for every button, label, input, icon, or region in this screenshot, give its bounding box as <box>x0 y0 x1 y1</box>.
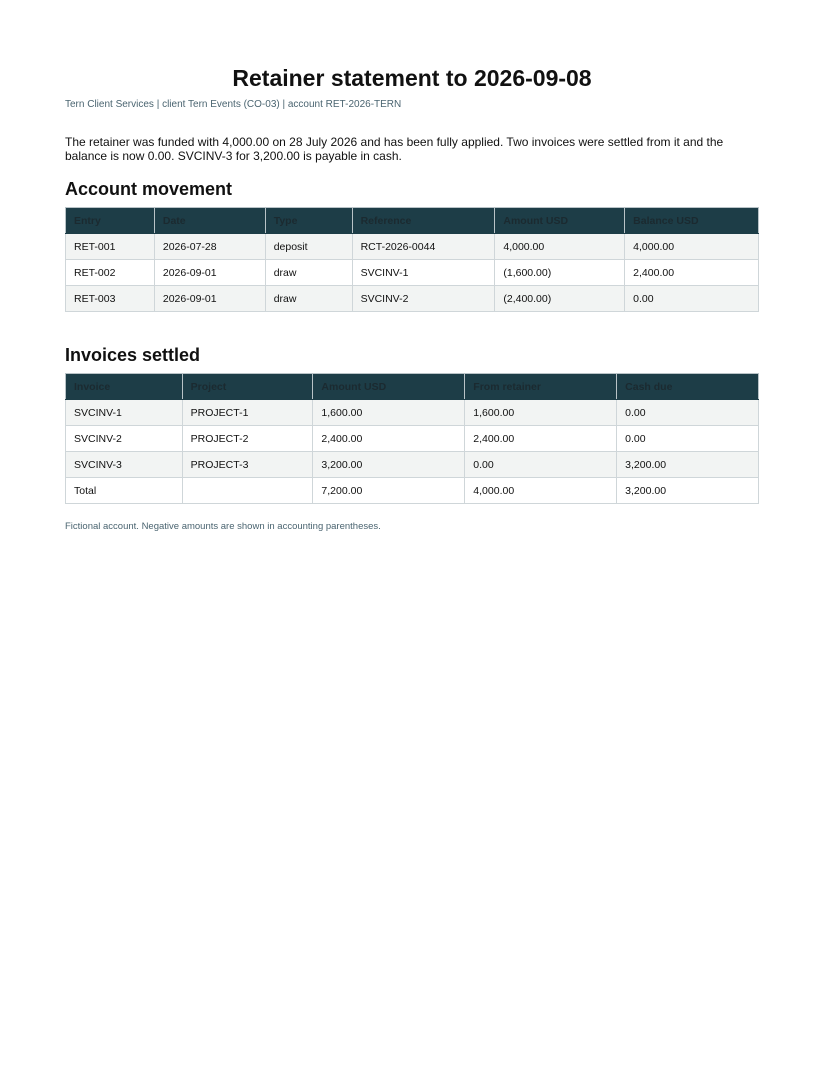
column-header: From retainer <box>465 374 617 400</box>
invoices-header-row <box>66 374 759 400</box>
table-cell: PROJECT-1 <box>182 400 313 426</box>
table-cell: draw <box>265 286 352 312</box>
table-row <box>66 286 759 312</box>
column-header: Project <box>182 374 313 400</box>
table-cell: RET-001 <box>66 234 155 260</box>
table-cell: 2,400.00 <box>313 426 465 452</box>
account-meta: Tern Client Services | client Tern Events (CO-03) | account RET-2026-TERN <box>65 99 402 110</box>
table-cell: 3,200.00 <box>617 478 759 504</box>
table-cell: 2026-07-28 <box>154 234 265 260</box>
table-cell: SVCINV-2 <box>66 426 183 452</box>
table-cell: SVCINV-3 <box>66 452 183 478</box>
table-cell: 7,200.00 <box>313 478 465 504</box>
table-cell: 1,600.00 <box>465 400 617 426</box>
footnote: Fictional account. Negative amounts are shown in accounting parentheses. <box>65 521 381 532</box>
intro-paragraph: The retainer was funded with 4,000.00 on 28 July 2026 and has been fully applied. Two invoices were settled from it and the balance is now 0.00. SVCINV-3 for 3,200.00 is payable in cash. <box>65 135 724 163</box>
table-cell: (2,400.00) <box>495 286 625 312</box>
table-cell: RET-003 <box>66 286 155 312</box>
table-cell: draw <box>265 260 352 286</box>
column-header: Amount USD <box>495 208 625 234</box>
invoices-heading: Invoices settled <box>65 345 201 365</box>
table-row <box>66 426 759 452</box>
table-row <box>66 452 759 478</box>
table-row <box>66 234 759 260</box>
movement-heading: Account movement <box>65 179 233 199</box>
table-cell: 0.00 <box>617 400 759 426</box>
column-header: Amount USD <box>313 374 465 400</box>
table-cell: 3,200.00 <box>313 452 465 478</box>
table-cell: 4,000.00 <box>625 234 759 260</box>
movement-header-row <box>66 208 759 234</box>
table-cell: SVCINV-2 <box>352 286 495 312</box>
table-cell: 4,000.00 <box>465 478 617 504</box>
table-cell: 0.00 <box>617 426 759 452</box>
table-cell: 0.00 <box>625 286 759 312</box>
table-cell: SVCINV-1 <box>352 260 495 286</box>
column-header: Type <box>265 208 352 234</box>
column-header: Entry <box>66 208 155 234</box>
table-cell: SVCINV-1 <box>66 400 183 426</box>
table-cell: RET-002 <box>66 260 155 286</box>
column-header: Date <box>154 208 265 234</box>
table-cell: 0.00 <box>465 452 617 478</box>
table-cell: RCT-2026-0044 <box>352 234 495 260</box>
column-header: Balance USD <box>625 208 759 234</box>
table-row <box>66 260 759 286</box>
table-cell: deposit <box>265 234 352 260</box>
table-cell: 4,000.00 <box>495 234 625 260</box>
column-header: Reference <box>352 208 495 234</box>
table-cell: 2026-09-01 <box>154 286 265 312</box>
table-cell: PROJECT-2 <box>182 426 313 452</box>
page-title: Retainer statement to 2026-09-08 <box>232 65 592 91</box>
table-cell: 2026-09-01 <box>154 260 265 286</box>
total-row <box>66 478 759 504</box>
column-header: Invoice <box>66 374 183 400</box>
table-cell: (1,600.00) <box>495 260 625 286</box>
table-cell: Total <box>66 478 183 504</box>
movement-table <box>65 207 759 312</box>
table-cell: PROJECT-3 <box>182 452 313 478</box>
table-cell: 1,600.00 <box>313 400 465 426</box>
table-cell: 2,400.00 <box>625 260 759 286</box>
table-cell <box>182 478 313 504</box>
table-row <box>66 400 759 426</box>
table-cell: 3,200.00 <box>617 452 759 478</box>
table-cell: 2,400.00 <box>465 426 617 452</box>
column-header: Cash due <box>617 374 759 400</box>
invoices-table <box>65 373 759 504</box>
